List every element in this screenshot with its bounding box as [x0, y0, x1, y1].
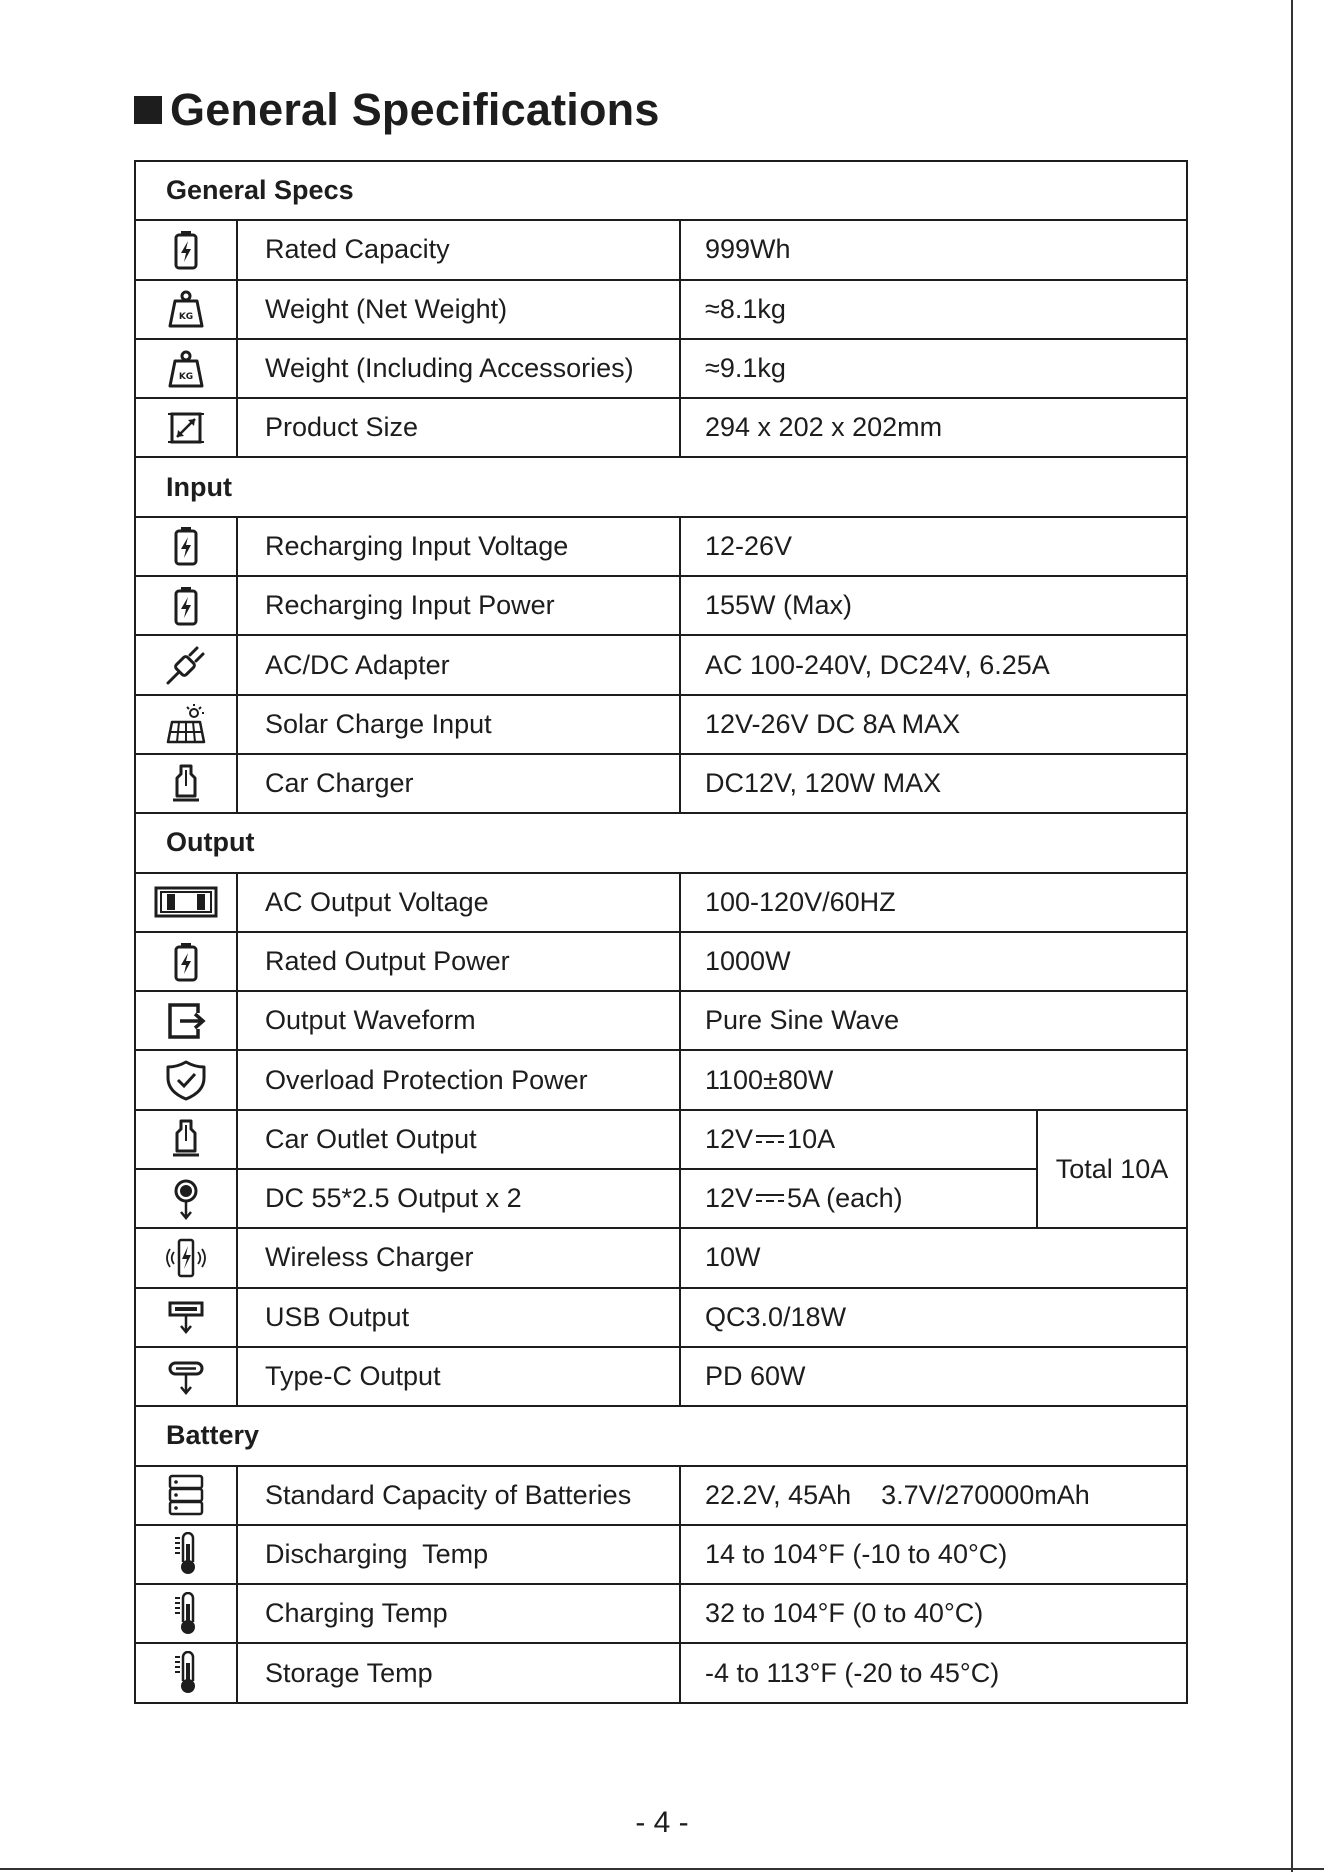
battery-bolt-icon [164, 940, 208, 984]
svg-text:KG: KG [178, 312, 194, 323]
usb-icon [164, 1295, 208, 1339]
param-name: Weight (Including Accessories) [237, 339, 680, 398]
param-value [680, 1169, 1037, 1228]
battery-bolt-icon [164, 228, 208, 272]
param-name: Car Charger [237, 754, 680, 813]
page-number: - 4 - [635, 1806, 689, 1839]
solar-panel-icon [164, 702, 208, 746]
param-value: AC 100-240V, DC24V, 6.25A [680, 635, 1187, 694]
table-row [135, 576, 1187, 635]
param-name: DC 55*2.5 Output x 2 [237, 1169, 680, 1228]
car-charger-icon [164, 1117, 208, 1161]
title-text: General Specifications [170, 84, 660, 135]
param-name: USB Output [237, 1288, 680, 1347]
table-row [135, 339, 1187, 398]
param-value: -4 to 113°F (-20 to 45°C) [680, 1643, 1187, 1702]
param-value: Pure Sine Wave [680, 991, 1187, 1050]
param-value: 12V-26V DC 8A MAX [680, 695, 1187, 754]
param-value: 1100±80W [680, 1050, 1187, 1109]
table-row [135, 1525, 1187, 1584]
title-square-icon [134, 96, 162, 124]
table-row [135, 991, 1187, 1050]
dc-symbol-icon [755, 1191, 785, 1205]
weight-kg-icon [164, 287, 208, 331]
param-name: Recharging Input Voltage [237, 517, 680, 576]
wireless-charger-icon [164, 1236, 208, 1280]
param-value: 32 to 104°F (0 to 40°C) [680, 1584, 1187, 1643]
table-row [135, 932, 1187, 991]
output-arrow-icon [164, 999, 208, 1043]
param-value: 10W [680, 1228, 1187, 1287]
param-name: AC/DC Adapter [237, 635, 680, 694]
table-row [135, 1466, 1187, 1525]
param-name: Recharging Input Power [237, 576, 680, 635]
param-value: ≈9.1kg [680, 339, 1187, 398]
table-row [135, 1584, 1187, 1643]
section-heading: General Specs [135, 161, 1187, 220]
page-edge-line [1291, 0, 1293, 1872]
section-row [135, 1406, 1187, 1465]
param-name: Overload Protection Power [237, 1050, 680, 1109]
battery-bolt-icon [164, 524, 208, 568]
spec-table [134, 160, 1188, 1704]
section-row [135, 161, 1187, 220]
section-row [135, 813, 1187, 872]
param-value: 294 x 202 x 202mm [680, 398, 1187, 457]
table-row [135, 1347, 1187, 1406]
param-name: Standard Capacity of Batteries [237, 1466, 680, 1525]
param-name: Rated Capacity [237, 220, 680, 279]
param-name: Car Outlet Output [237, 1110, 680, 1169]
battery-stack-icon [164, 1473, 208, 1517]
dc-symbol-icon [755, 1132, 785, 1146]
table-row [135, 1228, 1187, 1287]
table-row [135, 873, 1187, 932]
param-value: ≈8.1kg [680, 280, 1187, 339]
table-row [135, 220, 1187, 279]
param-name: AC Output Voltage [237, 873, 680, 932]
section-heading: Battery [135, 1406, 1187, 1465]
param-value: 12-26V [680, 517, 1187, 576]
section-heading: Output [135, 813, 1187, 872]
dc-port-icon [164, 1177, 208, 1221]
thermometer-icon [164, 1651, 208, 1695]
param-value: 999Wh [680, 220, 1187, 279]
param-name: Weight (Net Weight) [237, 280, 680, 339]
param-value: 14 to 104°F (-10 to 40°C) [680, 1525, 1187, 1584]
table-row [135, 398, 1187, 457]
table-row [135, 517, 1187, 576]
shield-check-icon [164, 1058, 208, 1102]
table-row [135, 1169, 1187, 1228]
param-value: 1000W [680, 932, 1187, 991]
table-row [135, 1050, 1187, 1109]
param-value: DC12V, 120W MAX [680, 754, 1187, 813]
thermometer-icon [164, 1532, 208, 1576]
battery-bolt-icon [164, 584, 208, 628]
table-row [135, 754, 1187, 813]
param-value: 100-120V/60HZ [680, 873, 1187, 932]
svg-text:KG: KG [178, 371, 194, 382]
section-heading: Input [135, 457, 1187, 516]
param-name: Output Waveform [237, 991, 680, 1050]
param-value [680, 1110, 1037, 1169]
car-charger-icon [164, 762, 208, 806]
table-row [135, 280, 1187, 339]
voltage-value: 12V [705, 1183, 754, 1214]
section-row [135, 457, 1187, 516]
thermometer-icon [164, 1592, 208, 1636]
page-bottom-line [0, 1868, 1324, 1870]
weight-kg-icon [164, 347, 208, 391]
table-row [135, 635, 1187, 694]
table-row [135, 1643, 1187, 1702]
param-value: QC3.0/18W [680, 1288, 1187, 1347]
current-value: 5A (each) [787, 1183, 903, 1214]
table-row [135, 1110, 1187, 1169]
param-name: Charging Temp [237, 1584, 680, 1643]
table-row [135, 695, 1187, 754]
type-c-icon [164, 1355, 208, 1399]
total-note: Total 10A [1037, 1110, 1187, 1229]
param-value: PD 60W [680, 1347, 1187, 1406]
param-name: Product Size [237, 398, 680, 457]
param-value: 155W (Max) [680, 576, 1187, 635]
voltage-value: 12V [705, 1123, 754, 1154]
param-name: Rated Output Power [237, 932, 680, 991]
current-value: 10A [787, 1123, 836, 1154]
param-name: Wireless Charger [237, 1228, 680, 1287]
dimension-icon [164, 406, 208, 450]
param-name: Discharging Temp [237, 1525, 680, 1584]
table-row [135, 1288, 1187, 1347]
param-name: Storage Temp [237, 1643, 680, 1702]
page-title [134, 82, 660, 138]
param-name: Solar Charge Input [237, 695, 680, 754]
ac-outlet-icon [154, 880, 218, 924]
param-name: Type-C Output [237, 1347, 680, 1406]
plug-icon [164, 643, 208, 687]
param-value: 22.2V, 45Ah 3.7V/270000mAh [680, 1466, 1187, 1525]
